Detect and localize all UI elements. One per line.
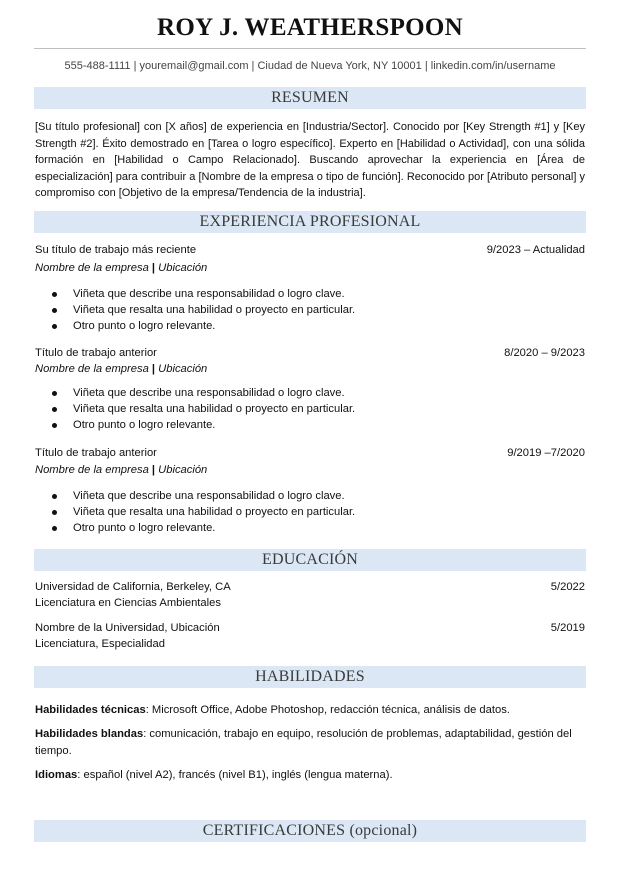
job-header (35, 347, 585, 363)
candidate-name: ROY J. WEATHERSPOON (157, 14, 463, 41)
graduation-date: 5/2019 (550, 622, 585, 634)
job-header (35, 447, 585, 463)
bullet-text: Viñeta que resalta una habilidad o proyecto en particular. (73, 402, 356, 415)
education-entry (35, 581, 585, 597)
list-item (35, 288, 355, 304)
section-heading-experience: EXPERIENCIA PROFESIONAL (34, 211, 586, 233)
company-name: Nombre de la empresa (35, 262, 149, 274)
company-name: Nombre de la empresa (35, 464, 149, 476)
bullet-dot-icon (52, 324, 57, 329)
skills-text: : español (nivel A2), francés (nivel B1), inglés (lengua materna). (77, 769, 393, 781)
list-item (35, 490, 355, 506)
degree: Licenciatura, Especialidad (35, 638, 165, 650)
company-location: Ubicación (158, 262, 208, 274)
degree: Licenciatura en Ciencias Ambientales (35, 597, 221, 609)
list-item (35, 403, 355, 419)
list-item (35, 387, 355, 403)
contact-line: 555-488-1111 | youremail@gmail.com | Ciudad de Nueva York, NY 10001 | linkedin.com/in/username (64, 60, 556, 72)
school-name: Universidad de California, Berkeley, CA (35, 581, 231, 593)
skills-text: : Microsoft Office, Adobe Photoshop, redacción técnica, análisis de datos. (145, 704, 510, 716)
bullet-text: Otro punto o logro relevante. (73, 418, 216, 431)
skills-technical (35, 702, 585, 719)
list-item (35, 320, 355, 336)
job-bullets (35, 288, 355, 335)
graduation-date: 5/2022 (550, 581, 585, 593)
education-entry (35, 622, 585, 638)
job-title: Título de trabajo anterior (35, 447, 157, 459)
skills-text: : comunicación, trabajo en equipo, resolución de problemas, adaptabilidad, gestión del tiempo. (35, 728, 572, 757)
summary-paragraph: [Su título profesional] con [X años] de experiencia en [Industria/Sector]. Conocido por [Key Strength #1] y [Key Strength #2]. Éxito demostrado en [Tarea o logro específico]. Experto en [Habilidad o Actividad], con una sólida formación en [Habilidad o Campo Relacionado]. Buscando aprovechar la experiencia en [Área de especialización] para contribuir a [Nombre de la empresa o tipo de función]. Reconocido por [Atributo personal] y compromiso con [Objetivo de la empresa/Tendencia de la industria]. (35, 121, 585, 200)
company-separator: | (151, 363, 156, 375)
school-name: Nombre de la Universidad, Ubicación (35, 622, 220, 634)
bullet-dot-icon (52, 407, 57, 412)
job-title: Título de trabajo anterior (35, 347, 157, 359)
bullet-dot-icon (52, 510, 57, 515)
company-location: Ubicación (158, 363, 208, 375)
skills-label: Idiomas (35, 769, 78, 781)
section-heading-summary: RESUMEN (34, 87, 586, 109)
company-location: Ubicación (158, 464, 208, 476)
bullet-dot-icon (52, 292, 57, 297)
list-item (35, 304, 355, 320)
education-degree-row (35, 638, 585, 654)
list-item (35, 522, 355, 538)
company-name: Nombre de la empresa (35, 363, 149, 375)
education-degree-row (35, 597, 585, 613)
section-heading-certifications: CERTIFICACIONES (opcional) (34, 820, 586, 842)
job-dates: 8/2020 – 9/2023 (504, 347, 585, 359)
skills-soft (35, 726, 585, 759)
bullet-text: Viñeta que describe una responsabilidad o logro clave. (73, 387, 345, 399)
bullet-text: Viñeta que resalta una habilidad o proyecto en particular. (73, 303, 356, 316)
job-company-line (35, 262, 207, 274)
bullet-dot-icon (52, 391, 57, 396)
skills-label: Habilidades técnicas (35, 704, 146, 716)
job-title: Su título de trabajo más reciente (35, 244, 197, 256)
list-item (35, 506, 355, 522)
bullet-text: Viñeta que resalta una habilidad o proyecto en particular. (73, 505, 356, 518)
job-company-line (35, 363, 207, 375)
job-dates: 9/2019 –7/2020 (507, 447, 585, 459)
job-company-line (35, 464, 207, 476)
bullet-text: Otro punto o logro relevante. (73, 521, 216, 534)
bullet-dot-icon (52, 526, 57, 531)
company-separator: | (151, 464, 156, 476)
bullet-dot-icon (52, 308, 57, 313)
section-heading-education: EDUCACIÓN (34, 549, 586, 571)
list-item (35, 419, 355, 435)
bullet-dot-icon (52, 494, 57, 499)
job-bullets (35, 490, 355, 537)
bullet-text: Viñeta que describe una responsabilidad o logro clave. (73, 288, 345, 300)
header-divider (34, 48, 586, 49)
job-header (35, 244, 585, 260)
skills-languages (35, 767, 585, 784)
bullet-text: Viñeta que describe una responsabilidad o logro clave. (73, 490, 345, 502)
bullet-dot-icon (52, 423, 57, 428)
section-heading-skills: HABILIDADES (34, 666, 586, 688)
bullet-text: Otro punto o logro relevante. (73, 319, 216, 332)
job-bullets (35, 387, 355, 434)
skills-label: Habilidades blandas (35, 728, 144, 740)
job-dates: 9/2023 – Actualidad (486, 244, 585, 256)
company-separator: | (151, 262, 156, 274)
